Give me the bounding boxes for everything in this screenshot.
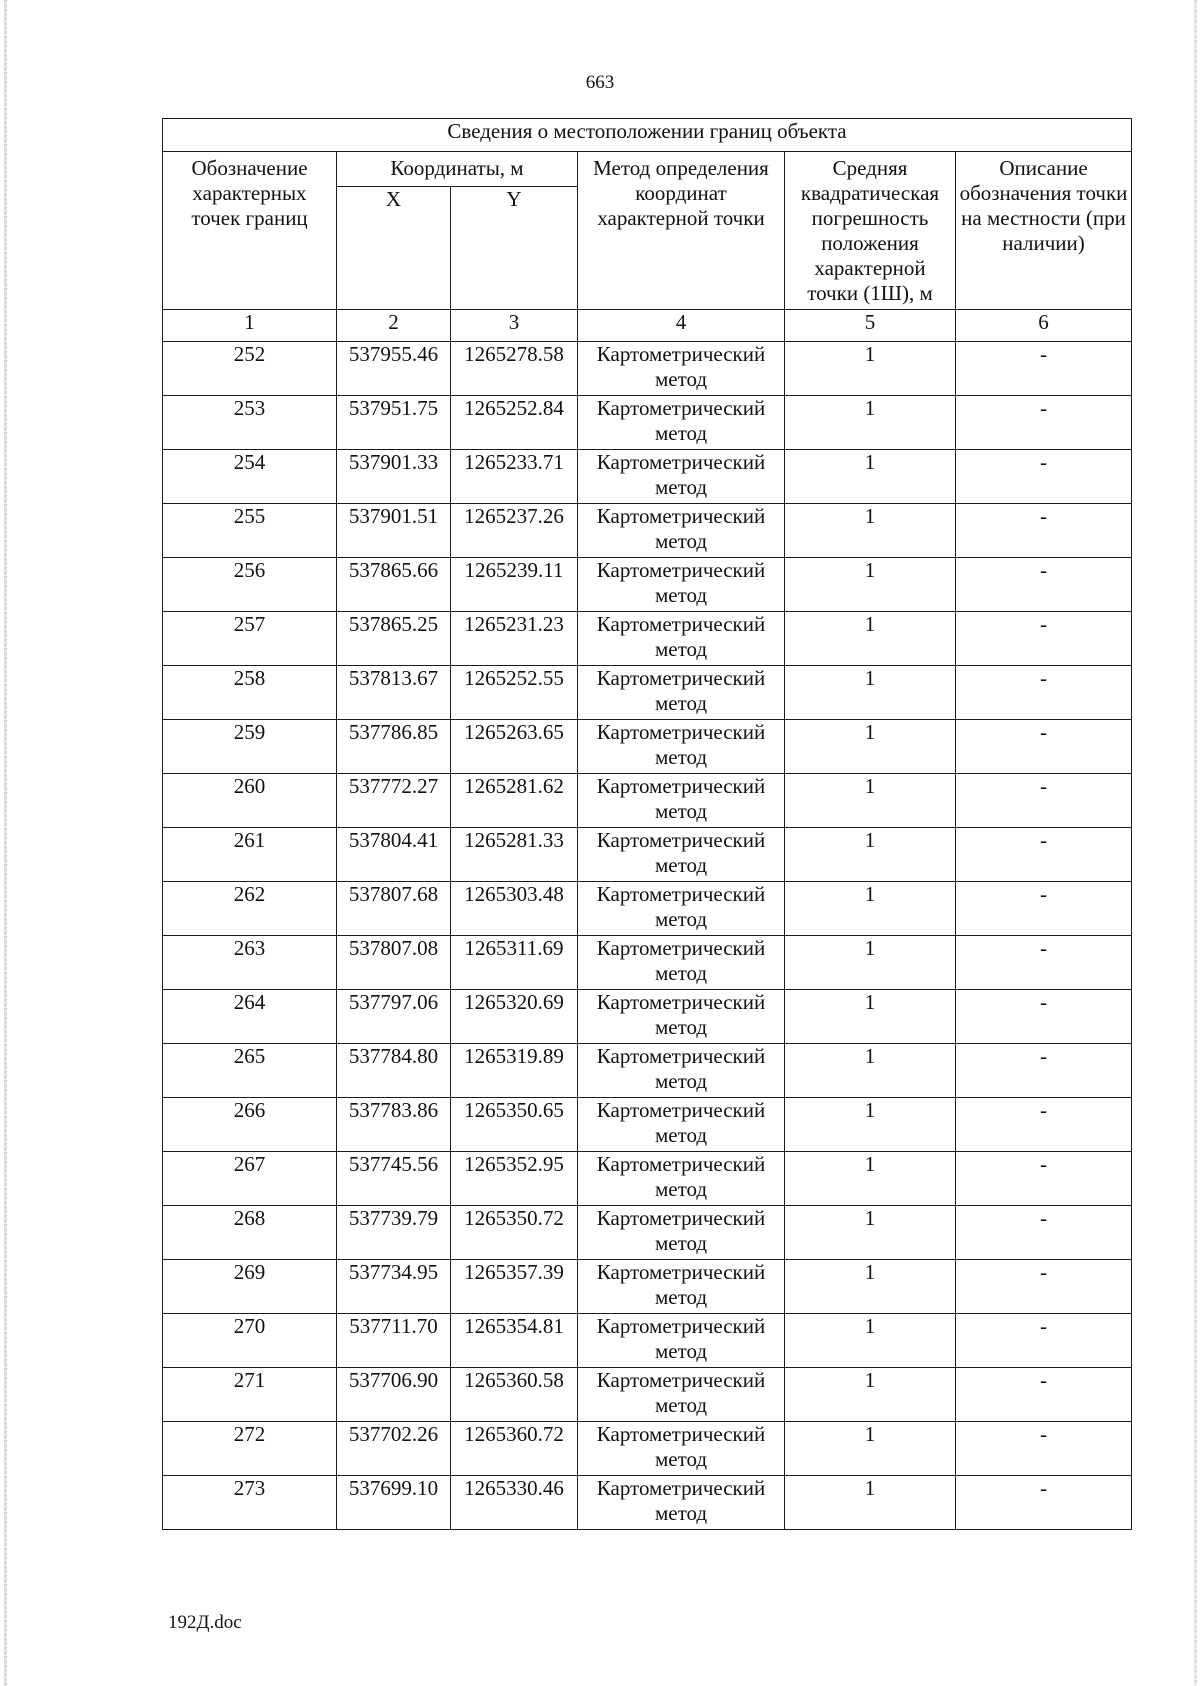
cell-coordinate-y: 1265357.39 xyxy=(451,1260,578,1314)
cell-coordinate-x: 537901.33 xyxy=(337,450,451,504)
header-y: Y xyxy=(451,187,578,310)
table-caption: Сведения о местоположении границ объекта xyxy=(163,119,1132,152)
scan-edge-left xyxy=(4,0,7,1686)
cell-error: 1 xyxy=(785,1368,956,1422)
cell-error: 1 xyxy=(785,504,956,558)
header-method: Метод определения координат характерной точки xyxy=(578,152,785,310)
cell-method: Картометрический метод xyxy=(578,1422,785,1476)
cell-coordinate-y: 1265281.62 xyxy=(451,774,578,828)
cell-point-designation: 258 xyxy=(163,666,337,720)
table-row xyxy=(163,1368,1132,1422)
boundary-coordinates-table xyxy=(162,118,1132,1530)
cell-point-designation: 253 xyxy=(163,396,337,450)
cell-description: - xyxy=(956,1314,1132,1368)
cell-coordinate-x: 537955.46 xyxy=(337,342,451,396)
cell-coordinate-x: 537865.25 xyxy=(337,612,451,666)
cell-coordinate-x: 537797.06 xyxy=(337,990,451,1044)
cell-error: 1 xyxy=(785,882,956,936)
cell-description: - xyxy=(956,1152,1132,1206)
cell-point-designation: 260 xyxy=(163,774,337,828)
cell-coordinate-x: 537702.26 xyxy=(337,1422,451,1476)
header-point-designation: Обозначение характерных точек границ xyxy=(163,152,337,310)
cell-description: - xyxy=(956,1260,1132,1314)
cell-point-designation: 271 xyxy=(163,1368,337,1422)
cell-method: Картометрический метод xyxy=(578,1260,785,1314)
header-description: Описание обозначения точки на местности (при наличии) xyxy=(956,152,1132,310)
cell-coordinate-y: 1265350.72 xyxy=(451,1206,578,1260)
cell-coordinate-y: 1265352.95 xyxy=(451,1152,578,1206)
cell-description: - xyxy=(956,504,1132,558)
cell-coordinate-y: 1265354.81 xyxy=(451,1314,578,1368)
cell-error: 1 xyxy=(785,450,956,504)
cell-method: Картометрический метод xyxy=(578,504,785,558)
column-number: 4 xyxy=(578,310,785,342)
cell-coordinate-y: 1265252.55 xyxy=(451,666,578,720)
cell-error: 1 xyxy=(785,1098,956,1152)
cell-coordinate-x: 537734.95 xyxy=(337,1260,451,1314)
cell-coordinate-x: 537772.27 xyxy=(337,774,451,828)
cell-method: Картометрический метод xyxy=(578,990,785,1044)
cell-method: Картометрический метод xyxy=(578,1476,785,1530)
cell-method: Картометрический метод xyxy=(578,1314,785,1368)
cell-error: 1 xyxy=(785,558,956,612)
cell-error: 1 xyxy=(785,666,956,720)
cell-description: - xyxy=(956,342,1132,396)
cell-point-designation: 255 xyxy=(163,504,337,558)
cell-coordinate-x: 537706.90 xyxy=(337,1368,451,1422)
cell-point-designation: 257 xyxy=(163,612,337,666)
cell-coordinate-x: 537784.80 xyxy=(337,1044,451,1098)
cell-point-designation: 266 xyxy=(163,1098,337,1152)
cell-description: - xyxy=(956,612,1132,666)
cell-method: Картометрический метод xyxy=(578,1206,785,1260)
cell-description: - xyxy=(956,936,1132,990)
cell-point-designation: 259 xyxy=(163,720,337,774)
cell-error: 1 xyxy=(785,720,956,774)
table-row xyxy=(163,1206,1132,1260)
cell-method: Картометрический метод xyxy=(578,396,785,450)
cell-description: - xyxy=(956,666,1132,720)
cell-method: Картометрический метод xyxy=(578,720,785,774)
table-row xyxy=(163,936,1132,990)
cell-description: - xyxy=(956,882,1132,936)
cell-description: - xyxy=(956,1044,1132,1098)
table-row xyxy=(163,990,1132,1044)
cell-coordinate-y: 1265330.46 xyxy=(451,1476,578,1530)
cell-error: 1 xyxy=(785,612,956,666)
scan-edge-right xyxy=(1194,0,1197,1686)
cell-error: 1 xyxy=(785,1314,956,1368)
cell-point-designation: 254 xyxy=(163,450,337,504)
cell-point-designation: 270 xyxy=(163,1314,337,1368)
cell-description: - xyxy=(956,1368,1132,1422)
table-row xyxy=(163,666,1132,720)
cell-method: Картометрический метод xyxy=(578,450,785,504)
cell-point-designation: 264 xyxy=(163,990,337,1044)
cell-method: Картометрический метод xyxy=(578,882,785,936)
cell-method: Картометрический метод xyxy=(578,774,785,828)
cell-error: 1 xyxy=(785,1260,956,1314)
cell-coordinate-y: 1265281.33 xyxy=(451,828,578,882)
cell-description: - xyxy=(956,396,1132,450)
table-row xyxy=(163,450,1132,504)
cell-coordinate-x: 537807.68 xyxy=(337,882,451,936)
table-row xyxy=(163,1152,1132,1206)
table-row xyxy=(163,396,1132,450)
table-row xyxy=(163,1476,1132,1530)
cell-description: - xyxy=(956,1206,1132,1260)
cell-description: - xyxy=(956,774,1132,828)
cell-method: Картометрический метод xyxy=(578,828,785,882)
cell-description: - xyxy=(956,558,1132,612)
cell-error: 1 xyxy=(785,774,956,828)
cell-method: Картометрический метод xyxy=(578,1098,785,1152)
cell-method: Картометрический метод xyxy=(578,612,785,666)
table-row xyxy=(163,1260,1132,1314)
cell-point-designation: 268 xyxy=(163,1206,337,1260)
cell-description: - xyxy=(956,1476,1132,1530)
cell-point-designation: 263 xyxy=(163,936,337,990)
footer-filename: 192Д.doc xyxy=(168,1612,242,1633)
column-number: 6 xyxy=(956,310,1132,342)
cell-coordinate-y: 1265237.26 xyxy=(451,504,578,558)
cell-coordinate-y: 1265233.71 xyxy=(451,450,578,504)
column-number: 5 xyxy=(785,310,956,342)
cell-coordinate-y: 1265360.58 xyxy=(451,1368,578,1422)
table-row xyxy=(163,882,1132,936)
cell-coordinate-y: 1265360.72 xyxy=(451,1422,578,1476)
cell-coordinate-x: 537783.86 xyxy=(337,1098,451,1152)
cell-error: 1 xyxy=(785,936,956,990)
cell-point-designation: 267 xyxy=(163,1152,337,1206)
header-coordinates: Координаты, м xyxy=(337,152,578,187)
table-row xyxy=(163,558,1132,612)
cell-description: - xyxy=(956,450,1132,504)
cell-error: 1 xyxy=(785,1152,956,1206)
boundary-table-container xyxy=(162,118,1132,1530)
table-row xyxy=(163,1422,1132,1476)
cell-description: - xyxy=(956,990,1132,1044)
column-number: 2 xyxy=(337,310,451,342)
cell-point-designation: 252 xyxy=(163,342,337,396)
cell-coordinate-y: 1265320.69 xyxy=(451,990,578,1044)
cell-coordinate-y: 1265263.65 xyxy=(451,720,578,774)
cell-coordinate-x: 537951.75 xyxy=(337,396,451,450)
cell-point-designation: 256 xyxy=(163,558,337,612)
cell-coordinate-y: 1265319.89 xyxy=(451,1044,578,1098)
cell-coordinate-y: 1265239.11 xyxy=(451,558,578,612)
cell-error: 1 xyxy=(785,1044,956,1098)
cell-coordinate-x: 537786.85 xyxy=(337,720,451,774)
cell-point-designation: 262 xyxy=(163,882,337,936)
cell-description: - xyxy=(956,828,1132,882)
cell-error: 1 xyxy=(785,990,956,1044)
cell-error: 1 xyxy=(785,1422,956,1476)
table-header-row xyxy=(163,152,1132,187)
table-row xyxy=(163,1098,1132,1152)
table-row xyxy=(163,504,1132,558)
header-x: X xyxy=(337,187,451,310)
column-number-row xyxy=(163,310,1132,342)
cell-description: - xyxy=(956,720,1132,774)
column-number: 1 xyxy=(163,310,337,342)
cell-coordinate-x: 537711.70 xyxy=(337,1314,451,1368)
cell-coordinate-x: 537804.41 xyxy=(337,828,451,882)
cell-description: - xyxy=(956,1098,1132,1152)
cell-coordinate-y: 1265303.48 xyxy=(451,882,578,936)
table-caption-row xyxy=(163,119,1132,152)
cell-coordinate-y: 1265350.65 xyxy=(451,1098,578,1152)
cell-point-designation: 265 xyxy=(163,1044,337,1098)
cell-coordinate-y: 1265231.23 xyxy=(451,612,578,666)
cell-error: 1 xyxy=(785,396,956,450)
table-row xyxy=(163,720,1132,774)
table-row xyxy=(163,1044,1132,1098)
cell-coordinate-x: 537745.56 xyxy=(337,1152,451,1206)
cell-coordinate-x: 537865.66 xyxy=(337,558,451,612)
cell-point-designation: 273 xyxy=(163,1476,337,1530)
cell-method: Картометрический метод xyxy=(578,666,785,720)
cell-coordinate-x: 537901.51 xyxy=(337,504,451,558)
cell-description: - xyxy=(956,1422,1132,1476)
cell-coordinate-x: 537699.10 xyxy=(337,1476,451,1530)
cell-coordinate-y: 1265252.84 xyxy=(451,396,578,450)
page-number: 663 xyxy=(585,72,615,93)
table-row xyxy=(163,828,1132,882)
cell-method: Картометрический метод xyxy=(578,1152,785,1206)
cell-point-designation: 261 xyxy=(163,828,337,882)
cell-method: Картометрический метод xyxy=(578,558,785,612)
cell-method: Картометрический метод xyxy=(578,342,785,396)
table-row xyxy=(163,342,1132,396)
cell-point-designation: 269 xyxy=(163,1260,337,1314)
cell-method: Картометрический метод xyxy=(578,1368,785,1422)
cell-method: Картометрический метод xyxy=(578,936,785,990)
table-row xyxy=(163,774,1132,828)
cell-error: 1 xyxy=(785,1476,956,1530)
header-error: Средняя квадратическая погрешность положения характерной точки (1Ш), м xyxy=(785,152,956,310)
cell-error: 1 xyxy=(785,828,956,882)
cell-point-designation: 272 xyxy=(163,1422,337,1476)
cell-coordinate-x: 537739.79 xyxy=(337,1206,451,1260)
cell-method: Картометрический метод xyxy=(578,1044,785,1098)
column-number: 3 xyxy=(451,310,578,342)
table-row xyxy=(163,1314,1132,1368)
cell-error: 1 xyxy=(785,1206,956,1260)
table-row xyxy=(163,612,1132,666)
cell-coordinate-x: 537813.67 xyxy=(337,666,451,720)
cell-coordinate-y: 1265311.69 xyxy=(451,936,578,990)
cell-coordinate-y: 1265278.58 xyxy=(451,342,578,396)
cell-coordinate-x: 537807.08 xyxy=(337,936,451,990)
cell-error: 1 xyxy=(785,342,956,396)
